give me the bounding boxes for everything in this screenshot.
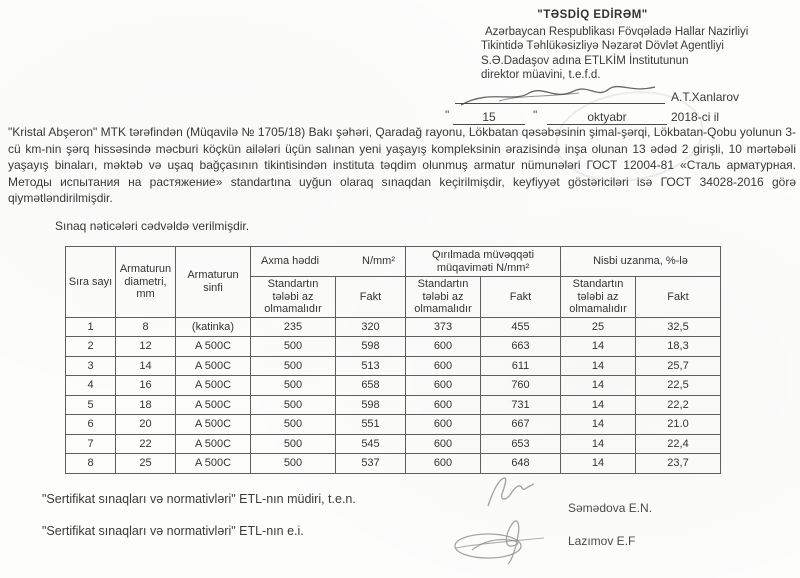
table-cell: 18,3 <box>636 337 721 357</box>
table-cell: 598 <box>336 395 406 415</box>
col-header-nisbi-standart: Standartın tələbi az olmamalıdır <box>561 277 636 318</box>
table-cell: 14 <box>561 376 636 396</box>
col-header-qirilma-fakt: Fakt <box>481 277 561 318</box>
table-cell: 455 <box>481 317 561 337</box>
table-cell: 500 <box>251 395 336 415</box>
table-intro-line: Sınaq nəticələri cədvəldə verilmişdir. <box>55 219 250 233</box>
table-cell: 4 <box>66 376 116 396</box>
col-group-nisbi: Nisbi uzanma, %-lə <box>561 247 721 277</box>
table-row <box>66 395 721 415</box>
table-cell: 1 <box>66 317 116 337</box>
table-cell: 25,7 <box>636 356 721 376</box>
approval-org-line-1: Azərbaycan Respublikası Fövqəladə Hallar Nazirliyi <box>485 25 749 38</box>
date-year: 2018-ci il <box>671 109 720 124</box>
table-cell: 14 <box>561 415 636 435</box>
results-table-body <box>66 317 721 473</box>
table-cell: A 500C <box>176 395 251 415</box>
table-cell: 373 <box>406 317 481 337</box>
table-cell: 32,5 <box>636 317 721 337</box>
table-cell: 14 <box>561 337 636 357</box>
table-cell: 600 <box>406 454 481 474</box>
table-cell: 658 <box>336 376 406 396</box>
table-cell: 760 <box>481 376 561 396</box>
table-cell: 537 <box>336 454 406 474</box>
axma-label: Axma həddi <box>261 255 320 268</box>
table-cell: 20 <box>116 415 176 435</box>
col-header-diametr: Armaturun diametri, mm <box>116 247 176 318</box>
table-cell: 14 <box>561 395 636 415</box>
approval-title: "TƏSDİQ EDİRƏM" <box>537 9 648 21</box>
table-cell: 14 <box>561 434 636 454</box>
table-cell: 22,2 <box>636 395 721 415</box>
table-cell: 16 <box>116 376 176 396</box>
date-month: oktyabr <box>547 110 667 126</box>
table-cell: 8 <box>66 454 116 474</box>
close-quote: " <box>533 107 538 122</box>
table-cell: 320 <box>336 317 406 337</box>
table-cell: 500 <box>251 356 336 376</box>
table-cell: 600 <box>406 337 481 357</box>
table-cell: 14 <box>561 454 636 474</box>
table-cell: 12 <box>116 337 176 357</box>
table-cell: 648 <box>481 454 561 474</box>
table-cell: A 500C <box>176 434 251 454</box>
table-row <box>66 337 721 357</box>
test-results-table <box>65 246 721 474</box>
col-header-qirilma-standart: Standartın tələbi az olmamalıdır <box>406 277 481 318</box>
col-header-sinif: Armaturun sinfi <box>176 247 251 318</box>
axma-unit: N/mm² <box>362 255 395 268</box>
table-cell: 21.0 <box>636 415 721 435</box>
table-cell: 600 <box>406 434 481 454</box>
table-cell: A 500C <box>176 356 251 376</box>
table-cell: 600 <box>406 415 481 435</box>
table-row <box>66 434 721 454</box>
table-cell: 8 <box>116 317 176 337</box>
signatory-title-1: "Sertifikat sınaqları və normativləri" ETL-nın müdiri, t.e.n. <box>42 492 356 506</box>
table-cell: 25 <box>561 317 636 337</box>
table-cell: 663 <box>481 337 561 357</box>
date-day: 15 <box>453 110 525 126</box>
approval-position-line: direktor müavini, t.e.f.d. <box>481 69 601 81</box>
table-cell: 18 <box>116 395 176 415</box>
handwritten-signature-1-icon <box>478 474 540 512</box>
table-cell: 6 <box>66 415 116 435</box>
table-cell: 7 <box>66 434 116 454</box>
table-cell: 611 <box>481 356 561 376</box>
table-cell: 3 <box>66 356 116 376</box>
table-cell: 600 <box>406 376 481 396</box>
table-cell: 5 <box>66 395 116 415</box>
table-cell: 235 <box>251 317 336 337</box>
table-cell: 500 <box>251 376 336 396</box>
table-row <box>66 376 721 396</box>
approval-org-line-3: S.Ə.Dadaşov adına ETLKİM İnstitutunun <box>481 54 689 67</box>
open-quote: " <box>445 107 450 122</box>
table-cell: 2 <box>66 337 116 357</box>
table-cell: 551 <box>336 415 406 435</box>
table-cell: 14 <box>561 356 636 376</box>
col-header-axma-fakt: Fakt <box>336 277 406 318</box>
table-row <box>66 356 721 376</box>
signatory-name-1: Səmədova E.N. <box>568 501 653 515</box>
table-cell: 600 <box>406 356 481 376</box>
handwritten-signature-2-icon <box>452 516 548 568</box>
signatory-name-2: Lazımov E.F <box>568 534 636 548</box>
table-cell: 500 <box>251 415 336 435</box>
table-cell: 500 <box>251 434 336 454</box>
table-cell: 22,4 <box>636 434 721 454</box>
table-cell: 500 <box>251 454 336 474</box>
table-cell: 653 <box>481 434 561 454</box>
table-cell: A 500C <box>176 337 251 357</box>
table-cell: 14 <box>116 356 176 376</box>
table-cell: 23,7 <box>636 454 721 474</box>
approver-name: A.T.Xanlarov <box>671 89 740 104</box>
table-row <box>66 317 721 337</box>
main-paragraph: "Kristal Abşeron" MTK tərəfindən (Müqavilə № 1705/18) Bakı şəhəri, Qaradağ rayonu, Lökbatan qəsəbəsinin şimal-şərqi, Lökbatan-Qobu yolunun 3-cü km-nin şərq hissəsində məcburi köçkün ailələri üçün salınan yeni yaşayış kompleksinin ərazisində inşa olunan 13 ədəd 2 girişli, 10 mərtəbəli yaşayış binaları, məktəb və uşaq bağçasının tikintisindən instituta təqdim olunmuş armatur nümunələri ГОСТ 12004-81 «Сталь арматурная. Методы испытания на растяжение» standartına uyğun olaraq sınaqdan keçirilmişdir, keyfiyyət göstəriciləri isə ГОСТ 34028-2016 görə qiymətləndirilmişdir. <box>8 125 796 205</box>
table-cell: A 500C <box>176 454 251 474</box>
col-group-axma <box>251 247 406 277</box>
table-cell: 25 <box>116 454 176 474</box>
col-header-sira: Sıra sayı <box>66 247 116 318</box>
table-cell: 600 <box>406 395 481 415</box>
table-row <box>66 415 721 435</box>
table-cell: A 500C <box>176 415 251 435</box>
col-header-axma-standart: Standartın tələbi az olmamalıdır <box>251 277 336 318</box>
signatory-title-2: "Sertifikat sınaqları və normativləri" ETL-nın e.i. <box>42 524 304 538</box>
table-cell: 500 <box>251 337 336 357</box>
table-cell: A 500C <box>176 376 251 396</box>
table-cell: (katinka) <box>176 317 251 337</box>
table-cell: 667 <box>481 415 561 435</box>
table-cell: 22 <box>116 434 176 454</box>
col-header-nisbi-fakt: Fakt <box>636 277 721 318</box>
approval-org-line-2: Tikintidə Təhlükəsizliyə Nəzarət Dövlət Agentliyi <box>481 40 724 52</box>
table-cell: 22,5 <box>636 376 721 396</box>
col-group-qirilma: Qırılmada müvəqqəti müqaviməti N/mm² <box>406 247 561 277</box>
table-cell: 545 <box>336 434 406 454</box>
table-cell: 598 <box>336 337 406 357</box>
table-row <box>66 454 721 474</box>
table-cell: 731 <box>481 395 561 415</box>
table-cell: 513 <box>336 356 406 376</box>
